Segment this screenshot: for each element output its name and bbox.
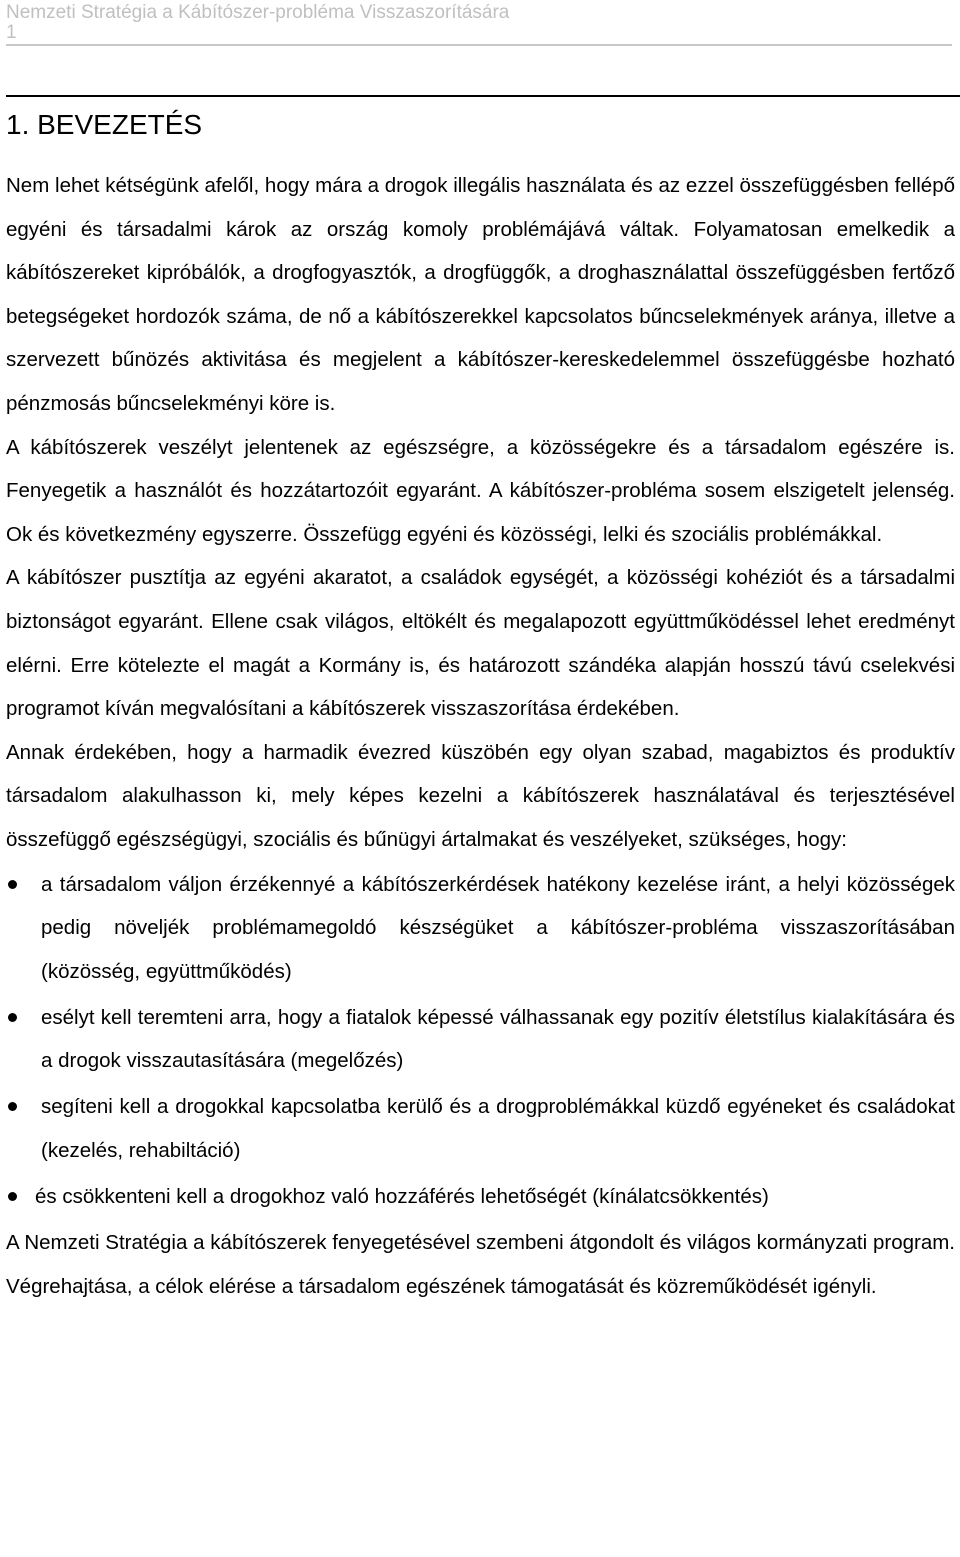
running-header-title: Nemzeti Stratégia a Kábítószer-probléma Visszaszorítására [6, 2, 510, 23]
section-divider [6, 95, 960, 97]
paragraph-closing: A Nemzeti Stratégia a kábítószerek fenyegetésével szembeni átgondolt és világos kormányzati program. Végrehajtása, a célok elérése a társadalom egészének támogatását és közreműködését igényli. [6, 1231, 955, 1298]
paragraph-government: A kábítószer pusztítja az egyéni akaratot, a családok egységét, a közösségi kohéziót és a társadalmi biztonságot egyaránt. Ellene csak világos, eltökélt és megalapozott együttműködéssel lehet eredményt elérni. Erre kötelezte el magát a Kormány is, és határozott szándéka alapján hosszú távú cselekvési programot kíván megvalósítani a kábítószerek visszaszorítása érdekében. [6, 566, 955, 721]
list-item [6, 996, 955, 1083]
page-number: 1 [6, 22, 17, 43]
bullet-icon [8, 1102, 17, 1111]
list-item-text: és csökkenteni kell a drogokhoz való hozzáférés lehetőségét (kínálatcsökkentés) [35, 1185, 769, 1209]
paragraph-intro: Nem lehet kétségünk afelől, hogy mára a drogok illegális használata és az ezzel összefüggésben fellépő egyéni és társadalmi károk az ország komoly problémájává váltak. Folyamatosan emelkedik a kábítószereket kipróbálók, a drogfogyasztók, a drogfüggők, a droghasználattal összefüggésben fertőző betegségeket hordozók száma, de nő a kábítószerekkel kapcsolatos bűncselekmények aránya, illetve a szervezett bűnözés aktivitása és megjelent a kábítószer-kereskedelemmel összefüggésbe hozható pénzmosás bűncselekményi köre is. [6, 174, 955, 415]
list-item-text: esélyt kell teremteni arra, hogy a fiatalok képessé válhassanak egy pozitív életstílus kialakítására és a drogok visszautasítására (megelőzés) [41, 1005, 955, 1073]
header-divider [6, 44, 952, 46]
list-item [6, 1175, 955, 1219]
goals-list [6, 863, 955, 1219]
paragraph-danger: A kábítószerek veszélyt jelentenek az egészségre, a közösségekre és a társadalom egészére is. Fenyegetik a használót és hozzátartozóit egyaránt. A kábítószer-probléma sosem elszigetelt jelenség. Ok és következmény egyszerre. Összefügg egyéni és közösségi, lelki és szociális problémákkal. [6, 435, 955, 546]
list-item-text: a társadalom váljon érzékennyé a kábítószerkérdések hatékony kezelése iránt, a helyi közösségek pedig növeljék problémamegoldó készségüket a kábítószer-probléma visszaszorításában (közösség, együttműködés) [41, 872, 955, 983]
list-item-text: segíteni kell a drogokkal kapcsolatba kerülő és a drogproblémákkal küzdő egyéneket és családokat (kezelés, rehabiltáció) [41, 1095, 955, 1163]
list-item [6, 863, 955, 994]
section-heading: 1. BEVEZETÉS [6, 109, 203, 140]
bullet-icon [8, 1192, 17, 1201]
body-text [6, 164, 955, 1308]
bullet-icon [8, 1013, 17, 1022]
bullet-icon [8, 880, 17, 889]
list-item [6, 1085, 955, 1172]
paragraph-goals: Annak érdekében, hogy a harmadik évezred küszöbén egy olyan szabad, magabiztos és produktív társadalom alakulhasson ki, mely képes kezelni a kábítószerek használatával és terjesztésével összefüggő egészségügyi, szociális és bűnügyi ártalmakat és veszélyeket, szükséges, hogy: [6, 740, 955, 851]
